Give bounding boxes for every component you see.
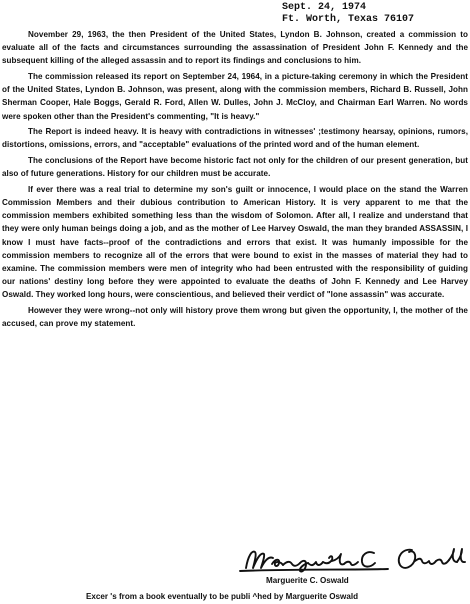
letter-body (2, 28, 468, 330)
paragraph-report-released: The commission released its report on September 24, 1964, in a picture-taking ceremony in which the President of the United States, Lyndon B. Johnson, was present, along with the commission members, Richard B. Russell, John Sherman Cooper, Hale Boggs, Gerald R. Ford, Allen W. Dulles, John J. McCloy, and Chairman Earl Warren. No words were spoken other than the President's commenting, "It is heavy." (2, 72, 468, 121)
place-line: Ft. Worth, Texas 76107 (282, 14, 415, 25)
paragraph-conclusions: The conclusions of the Report have become historic fact not only for the children of our present generation, but also of future generations. History for our children must be accurate. (2, 156, 468, 179)
handwritten-signature (228, 544, 468, 576)
typed-signature-name: Marguerite C. Oswald (266, 576, 349, 585)
footer-note: Excer 's from a book eventually to be publi ^hed by Marguerite Oswald (86, 592, 359, 601)
date-line: Sept. 24, 1974 (282, 2, 367, 13)
paragraph-they-were-wrong: However they were wrong--not only will history prove them wrong but given the opportunity, I, the mother of the accused, can prove my statement. (2, 306, 468, 329)
paragraph-commission-created: November 29, 1963, the then President of the United States, Lyndon B. Johnson, created a commission to evaluate all of the facts and circumstances surrounding the assassination of President John F. Kennedy and the subsequent killing of the alleged assassin and to report its findings and conclusions to him. (2, 30, 468, 66)
letter-header (282, 2, 414, 26)
paragraph-real-trial: If ever there was a real trial to determine my son's guilt or innocence, I would place on the stand the Warren Commission Members and their dubious contribution to American History. It is very apparent to me that the commission members exhibited something less than the wisdom of Solomon. After all, I realize and understand that they were only human beings doing a job, and as the mother of Lee Harvey Oswald, the man they branded ASSASSIN, I know I must have facts--proof of the contradictions and errors that exist. It was humanly impossible for the commission members to recognize all of the errors that were bound to exist in the masses of material they had to examine. The commission members were men of integrity who had been entrusted with the responsibility of guiding our nations' destiny long before they were appointed to evaluate the deaths of John F. Kennedy and Lee Harvey Oswald. They worked long hours, were conscientious, and believed their verdict of "lone assassin" was accurate. (2, 184, 468, 300)
signature-block (228, 544, 468, 588)
paragraph-report-heavy: The Report is indeed heavy. It is heavy with contradictions in witnesses' ;testimony hearsay, opinions, rumors, distortions, omissions, errors, and "acceptable" evaluations of the printed word and of the human element. (2, 127, 468, 150)
